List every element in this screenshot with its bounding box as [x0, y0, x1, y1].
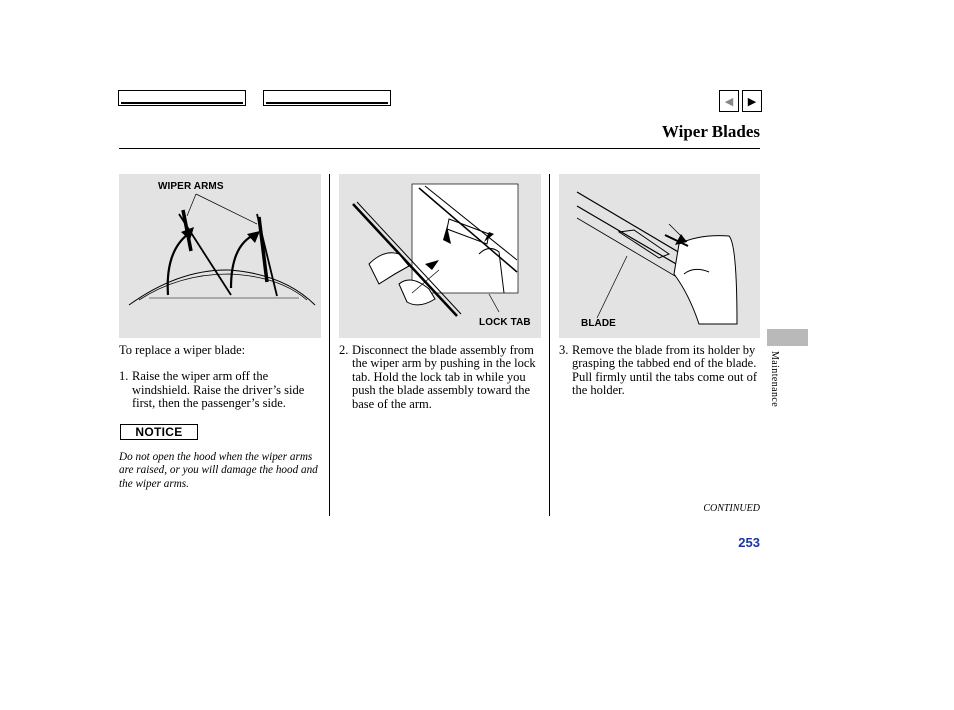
next-page-button[interactable]: [742, 90, 762, 112]
arrow-left-icon: ◀: [724, 94, 734, 108]
step-3: [559, 344, 759, 398]
section-tab-label: Maintenance: [769, 351, 780, 408]
page-title: Wiper Blades: [661, 122, 760, 141]
figure-lock-tab: [339, 174, 541, 338]
step-number: 2.: [339, 343, 349, 357]
notice-text: Do not open the hood when the wiper arms are raised, or you will damage the hood and the wiper arms.: [119, 451, 318, 490]
step-1: [119, 370, 324, 410]
wiper-arms-illustration: [119, 174, 321, 338]
prev-page-button[interactable]: [719, 90, 739, 112]
notice-badge: NOTICE: [120, 424, 198, 440]
intro-text: To replace a wiper blade:: [119, 343, 246, 357]
lock-tab-illustration: [339, 174, 541, 338]
column-1-text: [119, 344, 324, 411]
label-blade: BLADE: [581, 318, 616, 329]
column-3-text: [559, 344, 759, 398]
step-text: Remove the blade from its holder by grasping the tabbed end of the blade. Pull firmly until the tabs come out of the holder.: [572, 343, 758, 398]
arrow-right-icon: ▶: [747, 94, 757, 108]
step-2: [339, 344, 544, 411]
step-number: 3.: [559, 343, 569, 357]
column-divider: [329, 174, 330, 516]
column-2-text: [339, 344, 544, 411]
step-text: Raise the wiper arm off the windshield. Raise the driver’s side first, then the passenger’s side.: [132, 369, 305, 411]
label-lock-tab: LOCK TAB: [479, 317, 531, 328]
label-wiper-arms: WIPER ARMS: [158, 181, 224, 192]
section-tab[interactable]: [767, 329, 808, 346]
nav-button-contents[interactable]: [118, 90, 246, 106]
nav-button-index[interactable]: [263, 90, 391, 106]
title-rule: [119, 148, 760, 149]
step-number: 1.: [119, 369, 129, 384]
continued-label: CONTINUED: [703, 503, 760, 514]
blade-illustration: [559, 174, 760, 338]
figure-wiper-arms: [119, 174, 321, 338]
page-number: 253: [738, 535, 760, 550]
step-text: Disconnect the blade assembly from the wiper arm by pushing in the lock tab. Hold the lock tab in while you push the blade assembly toward the base of the arm.: [352, 343, 536, 411]
column-divider: [549, 174, 550, 516]
figure-blade: [559, 174, 760, 338]
